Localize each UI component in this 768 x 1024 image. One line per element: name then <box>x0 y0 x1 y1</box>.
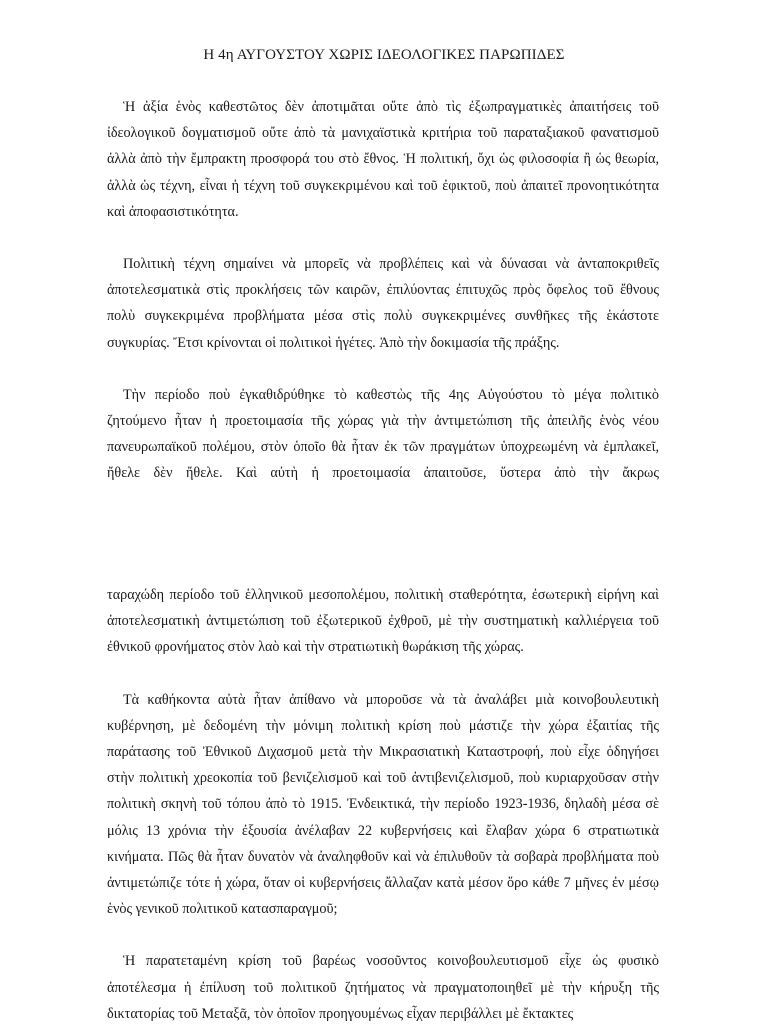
paragraph-1: Ἡ ἀξία ἑνὸς καθεστῶτος δὲν ἀποτιμᾶται οὔτε ἀπὸ τὶς ἐξωπραγματικὲς ἀπαιτήσεις τοῦ ἰδεολογικοῦ δογματισμοῦ οὔτε ἀπὸ τὰ μανιχαϊστικὰ κριτήρια τοῦ παραταξιακοῦ φανατισμοῦ ἀλλὰ ἀπὸ τὴν ἔμπρακτη προσφορά του στὸ ἔθνος. Ἡ πολιτική, ὄχι ὡς φιλοσοφία ἢ ὡς θεωρία, ἀλλὰ ὡς τέχνη, εἶναι ἡ τέχνη τοῦ συγκεκριμένου καὶ τοῦ ἐφικτοῦ, ποὺ ἀπαιτεῖ προνοητικότητα καὶ ἀποφασιστικότητα. <box>107 99 659 220</box>
paragraph-3-continuation: ταραχώδη περίοδο τοῦ ἑλληνικοῦ μεσοπολέμου, πολιτικὴ σταθερότητα, ἐσωτερικὴ εἰρήνη καὶ ἀποτελεσματικὴ ἀντιμετώπιση τοῦ ἐξωτερικοῦ ἐχθροῦ, μὲ τὴν συστηματικὴ καλλιέργεια τοῦ ἐθνικοῦ φρονήματος στὸν λαὸ καὶ τὴν στρατιωτικὴ θωράκιση τῆς χώρας. <box>107 587 659 656</box>
paragraph-4: Τὰ καθήκοντα αὐτὰ ἦταν ἀπίθανο νὰ μποροῦσε νὰ τὰ ἀναλάβει μιὰ κοινοβουλευτικὴ κυβέρνηση, μὲ δεδομένη τὴν μόνιμη πολιτικὴ κρίση ποὺ μάστιζε τὴν χώρα ἐξαιτίας τῆς παράτασης τοῦ Ἐθνικοῦ Διχασμοῦ μετὰ τὴν Μικρασιατικὴ Καταστροφή, ποὺ εἶχε ὁδηγήσει στὴν πολιτικὴ χρεοκοπία τοῦ βενιζελισμοῦ καὶ τοῦ ἀντιβενιζελισμοῦ, ποὺ κυριαρχοῦσαν στὴν πολιτικὴ σκηνὴ τοῦ τόπου ἀπὸ τὸ 1915. Ἐνδεικτικά, τὴν περίοδο 1923-1936, δηλαδὴ μέσα σὲ μόλις 13 χρόνια τὴν ἐξουσία ἀνέλαβαν 22 κυβερνήσεις καὶ ἔλαβαν χώρα 6 στρατιωτικὰ κινήματα. Πῶς θὰ ἦταν δυνατὸν νὰ ἀναληφθοῦν καὶ νὰ ἐπιλυθοῦν τὰ σοβαρὰ προβλήματα ποὺ ἀντιμετώπιζε τότε ἡ χώρα, ὅταν οἱ κυβερνήσεις ἄλλαζαν κατὰ μέσον ὅρο κάθε 7 μῆνες ἐν μέσῳ ἑνὸς γενικοῦ πολιτικοῦ κατασπαραγμοῦ; <box>107 691 659 918</box>
document-title: Η 4η ΑΥΓΟΥΣΤΟΥ ΧΩΡΙΣ ΙΔΕΟΛΟΓΙΚΕΣ ΠΑΡΩΠΙΔΕΣ <box>203 47 565 63</box>
text-block-bottom <box>107 582 659 1024</box>
text-block-top <box>107 94 659 513</box>
paragraph-5: Ἡ παρατεταμένη κρίση τοῦ βαρέως νοσοῦντος κοινοβουλευτισμοῦ εἶχε ὡς φυσικὸ ἀποτέλεσμα ἡ ἐπίλυση τοῦ πολιτικοῦ ζητήματος νὰ πραγματοποιηθεῖ μὲ τὴν κήρυξη τῆς δικτατορίας τοῦ Μεταξᾶ, τὸν ὁποῖον προηγουμένως εἶχαν περιβάλλει μὲ ἔκτακτες <box>107 953 659 1022</box>
paragraph-3: Τὴν περίοδο ποὺ ἐγκαθιδρύθηκε τὸ καθεστὼς τῆς 4ης Αὐγούστου τὸ μέγα πολιτικὸ ζητούμενο ἦταν ἡ προετοιμασία τῆς χώρας γιὰ τὴν ἀντιμετώπιση τῆς ἀπειλῆς ἑνὸς νέου πανευρωπαϊκοῦ πολέμου, στὸν ὁποῖο θὰ ἦταν ἐκ τῶν πραγμάτων ὑποχρεωμένη νὰ ἐμπλακεῖ, ἤθελε δὲν ἤθελε. Καὶ αὐτὴ ἡ προετοιμασία ἀπαιτοῦσε, ὕστερα ἀπὸ τὴν ἄκρως <box>107 386 659 482</box>
paragraph-2: Πολιτικὴ τέχνη σημαίνει νὰ μπορεῖς νὰ προβλέπεις καὶ νὰ δύνασαι νὰ ἀνταποκριθεῖς ἀποτελεσματικὰ στὶς προκλήσεις τῶν καιρῶν, ἐπιλύοντας ἐπιτυχῶς πρὸς ὄφελος τοῦ ἔθνους πολὺ συγκεκριμένα προβλήματα μέσα στὶς πολὺ συγκεκριμένες συνθῆκες τῆς ἑκάστοτε συγκυρίας. Ἔτσι κρίνονται οἱ πολιτικοὶ ἡγέτες. Ἀπὸ τὴν δοκιμασία τῆς πράξης. <box>107 256 659 351</box>
